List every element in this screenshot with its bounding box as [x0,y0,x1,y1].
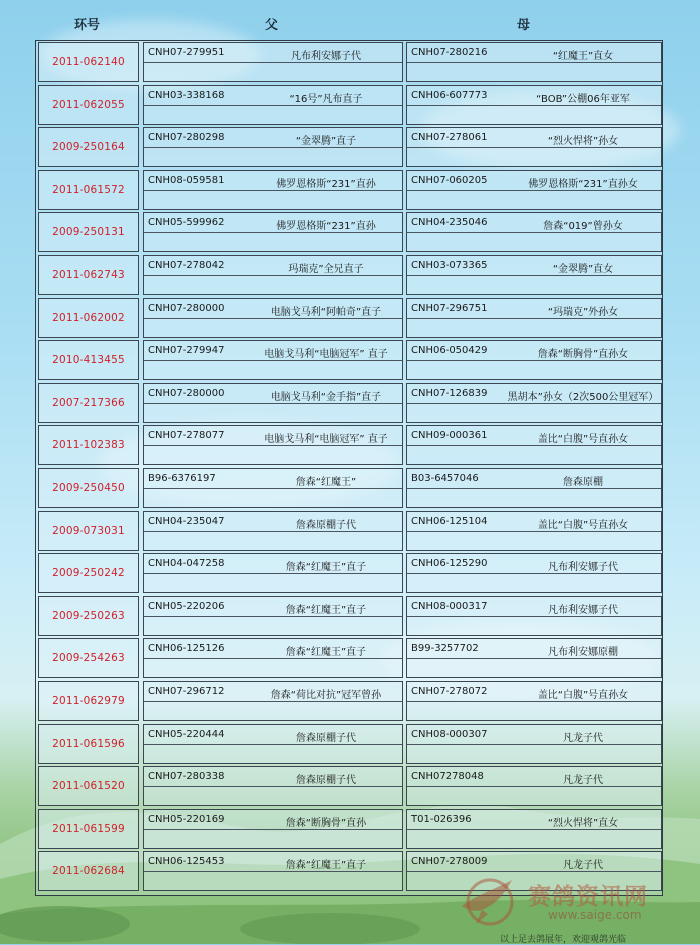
mother-cell [406,766,662,806]
father-cell [143,724,403,764]
father-ring-code: CNH05-220169 [148,813,225,825]
cell-divider [144,531,402,532]
mother-ring-code: CNH07-280216 [411,47,488,58]
ring-cell [38,468,139,508]
mother-description: 詹森原棚 [563,477,603,488]
table-row [36,552,662,592]
ring-number: 2011-061572 [52,183,125,196]
mother-description: 黑胡本”孙女（2次500公里冠军） [507,391,659,403]
table-row [36,382,662,422]
mother-ring-code: CNH06-125104 [411,515,488,527]
cell-divider [407,786,661,787]
mother-ring-code: CNH08-000307 [411,728,488,740]
table-row [36,126,662,166]
cell-divider [407,275,661,276]
cell-divider [407,318,661,319]
ring-cell [38,383,139,423]
cell-divider [144,62,402,63]
father-cell [143,255,403,295]
cell-divider [144,275,402,276]
cell-divider [144,871,402,872]
cell-divider [407,488,661,489]
mother-ring-code: CNH07-126839 [411,387,488,399]
ring-number: 2011-102383 [52,439,125,452]
footer-note: 以上足去鸽展年，欢迎观鸽光临 [500,935,627,945]
cell-divider [144,573,402,574]
ring-number: 2009-250164 [52,141,125,154]
mother-description: 盖比“白腹”号直孙女 [537,434,629,446]
father-ring-code: CNH07-279947 [148,345,225,357]
cell-divider [144,232,402,233]
ring-number: 2011-062055 [52,98,125,111]
father-ring-code: CNH07-280000 [148,302,225,314]
mother-cell [406,42,662,82]
cell-divider [144,701,402,702]
cell-divider [144,744,402,745]
pigeon-logo-icon [452,872,532,928]
cell-divider [144,403,402,404]
ring-cell [38,212,139,252]
father-ring-code: CNH07-278042 [148,260,225,271]
logo-brand: 赛鸽资讯网 [528,884,648,910]
ring-cell [38,851,139,891]
father-cell [143,511,403,551]
mother-cell [406,468,662,508]
mother-cell [406,596,662,636]
pedigree-table [35,40,663,896]
mother-cell [406,425,662,465]
mother-cell [406,681,662,721]
ring-cell [38,681,139,721]
father-description: 佛罗恩格斯“231”直孙 [276,221,376,233]
cell-divider [407,360,661,361]
ring-number: 2011-061596 [52,737,125,750]
table-row [36,339,662,379]
ring-cell [38,127,139,167]
table-row [36,637,662,677]
father-cell [143,170,403,210]
ring-cell [38,553,139,593]
cell-divider [144,105,402,106]
mother-description: 凡布利安娜原棚 [548,647,618,659]
ring-cell [38,638,139,678]
mother-ring-code: CNH07-060205 [411,174,488,186]
cell-divider [407,105,661,106]
ring-number: 2009-073031 [52,524,125,537]
father-ring-code: B96-6376197 [148,473,216,484]
mother-description: 凡龙子代 [563,860,603,872]
father-cell [143,298,403,338]
table-row [36,169,662,209]
mother-description: 凡布利安娜子代 [548,604,618,616]
cell-divider [407,658,661,659]
father-cell [143,340,403,380]
father-description: 詹森“红魔王” [295,477,357,488]
cell-divider [144,658,402,659]
ring-number: 2011-061599 [52,822,125,835]
father-cell [143,766,403,806]
cell-divider [407,616,661,617]
ring-cell [38,340,139,380]
cell-divider [144,190,402,191]
ring-cell [38,596,139,636]
ring-cell [38,298,139,338]
table-row [36,595,662,635]
father-cell [143,596,403,636]
cell-divider [407,744,661,745]
cell-divider [144,445,402,446]
cell-divider [144,786,402,787]
cell-divider [407,445,661,446]
cell-divider [144,616,402,617]
father-cell [143,42,403,82]
father-ring-code: CNH04-047258 [148,558,225,570]
logo-url: www.saige.com [548,908,642,922]
table-row [36,297,662,337]
mother-cell [406,553,662,593]
mother-description: “烈火悍将”孙女 [547,136,619,148]
ring-number: 2011-062140 [52,56,125,68]
header-mother: 母 [517,18,531,33]
ring-number: 2011-062002 [52,311,125,324]
table-row [36,467,662,507]
mother-ring-code: CNH07-278072 [411,686,488,697]
cell-divider [407,531,661,532]
mother-cell [406,255,662,295]
father-ring-code: CNH07-280000 [148,387,225,399]
mother-ring-code: CNH07-278009 [411,856,488,868]
mother-ring-code: B99-3257702 [411,643,479,655]
mother-cell [406,383,662,423]
ring-number: 2011-061520 [52,780,125,793]
table-header [0,0,700,40]
father-cell [143,127,403,167]
father-description: 玛瑞克”全兄直子 [288,264,364,275]
mother-description: “BOB”公棚06年亚军 [536,93,630,105]
father-cell [143,553,403,593]
mother-ring-code: CNH06-050429 [411,345,488,357]
father-ring-code: CNH08-059581 [148,174,225,186]
mother-description: 盖比“白腹”号直孙女 [537,690,629,701]
mother-cell [406,809,662,849]
mother-ring-code: CNH07-296751 [411,302,488,314]
mother-description: 佛罗恩格斯“231”直孙女 [528,178,638,190]
ring-number: 2009-254263 [52,652,125,665]
mother-cell [406,724,662,764]
table-row [36,424,662,464]
father-ring-code: CNH07-280298 [148,132,225,144]
cell-divider [407,190,661,191]
table-row [36,765,662,805]
mother-cell [406,212,662,252]
cell-divider [407,829,661,830]
cell-divider [144,360,402,361]
mother-cell [406,127,662,167]
father-cell [143,425,403,465]
ring-number: 2010-413455 [52,354,125,367]
table-row [36,723,662,763]
header-ring: 环号 [74,18,101,33]
table-row [36,808,662,848]
site-logo [452,872,662,928]
mother-description: 盖比“白腹”号直孙女 [537,519,629,531]
father-description: 电脑戈马利“电脑冠军” 直子 [264,434,388,446]
mother-ring-code: T01-026396 [411,813,472,825]
ring-cell [38,724,139,764]
cell-divider [407,232,661,233]
father-ring-code: CNH06-125126 [148,643,225,655]
cell-divider [407,701,661,702]
father-description: 电脑戈马利“金手指”直子 [270,391,382,403]
father-description: “16号”凡布直子 [289,93,363,105]
mother-cell [406,638,662,678]
mother-description: 詹森“019”曾孙女 [543,221,623,233]
father-ring-code: CNH04-235047 [148,515,225,527]
cell-divider [407,403,661,404]
father-description: 詹森原棚子代 [296,775,356,787]
father-cell [143,638,403,678]
mother-description: 詹森“断胸骨”直孙女 [537,349,629,361]
mother-ring-code: CNH04-235046 [411,217,488,229]
mother-ring-code: CNH07278048 [411,771,484,783]
mother-ring-code: CNH03-073365 [411,260,488,271]
father-description: 詹森原棚子代 [296,732,356,744]
father-cell [143,809,403,849]
father-description: 詹森原棚子代 [296,519,356,531]
ring-number: 2011-062684 [52,865,125,878]
ring-number: 2009-250450 [52,482,125,494]
ring-cell [38,42,139,82]
mother-ring-code: CNH07-278061 [411,132,488,144]
father-cell [143,468,403,508]
father-ring-code: CNH07-280338 [148,771,225,783]
father-description: 詹森“红魔王”直子 [285,604,367,616]
mother-cell [406,298,662,338]
ring-number: 2009-250242 [52,567,125,580]
father-cell [143,851,403,891]
father-ring-code: CNH05-599962 [148,217,225,229]
cell-divider [144,488,402,489]
ring-number: 2011-062743 [52,269,125,281]
mother-description: “红魔王”直女 [552,51,614,62]
ring-cell [38,425,139,465]
ring-cell [38,85,139,125]
father-ring-code: CNH07-279951 [148,47,225,58]
mother-cell [406,340,662,380]
father-ring-code: CNH03-338168 [148,89,225,101]
father-description: 佛罗恩格斯“231”直孙 [276,178,376,190]
father-description: 电脑戈马利“电脑冠军” 直子 [264,349,388,361]
ring-cell [38,255,139,295]
mother-description: “金翠腾”直女 [552,264,614,275]
mother-description: “玛瑞克”外孙女 [547,306,619,318]
cell-divider [144,147,402,148]
ring-cell [38,766,139,806]
ring-number: 2009-250263 [52,609,125,622]
ring-number: 2011-062979 [52,695,125,707]
ring-cell [38,511,139,551]
mother-ring-code: CNH06-607773 [411,89,488,101]
father-ring-code: CNH07-278077 [148,430,225,442]
table-row [36,680,662,720]
ring-cell [38,809,139,849]
father-cell [143,681,403,721]
father-description: 电脑戈马利“阿帕奇”直子 [270,306,382,318]
mother-cell [406,170,662,210]
father-description: 凡布利安娜子代 [291,51,361,62]
mother-ring-code: CNH09-000361 [411,430,488,442]
father-ring-code: CNH05-220206 [148,600,225,612]
cell-divider [407,573,661,574]
father-cell [143,212,403,252]
father-description: 詹森“红魔王”直子 [285,860,367,872]
cell-divider [407,147,661,148]
table-row [36,211,662,251]
father-ring-code: CNH06-125453 [148,856,225,868]
mother-description: “烈火悍将”直女 [547,817,619,829]
father-ring-code: CNH05-220444 [148,728,225,740]
mother-description: 凡布利安娜子代 [548,562,618,574]
father-cell [143,383,403,423]
ring-number: 2009-250131 [52,226,125,239]
father-description: 詹森“红魔王”直子 [285,647,367,659]
father-ring-code: CNH07-296712 [148,686,225,697]
father-description: 詹森“红魔王”直子 [285,562,367,574]
cell-divider [407,62,661,63]
header-father: 父 [265,18,279,33]
cell-divider [144,829,402,830]
mother-ring-code: CNH08-000317 [411,600,488,612]
father-description: “金翠腾”直子 [295,136,357,148]
father-cell [143,85,403,125]
table-row [36,254,662,294]
father-description: 詹森“荷比对抗”冠军曾孙 [270,690,382,701]
ring-cell [38,170,139,210]
table-row [36,41,662,81]
mother-cell [406,85,662,125]
mother-ring-code: CNH06-125290 [411,558,488,570]
mother-description: 凡龙子代 [563,732,603,744]
table-row [36,510,662,550]
mother-cell [406,511,662,551]
mother-description: 凡龙子代 [563,775,603,787]
mother-ring-code: B03-6457046 [411,473,479,484]
cell-divider [144,318,402,319]
table-row [36,84,662,124]
father-description: 詹森“断胸骨”直孙 [285,817,367,829]
ring-number: 2007-217366 [52,396,125,409]
